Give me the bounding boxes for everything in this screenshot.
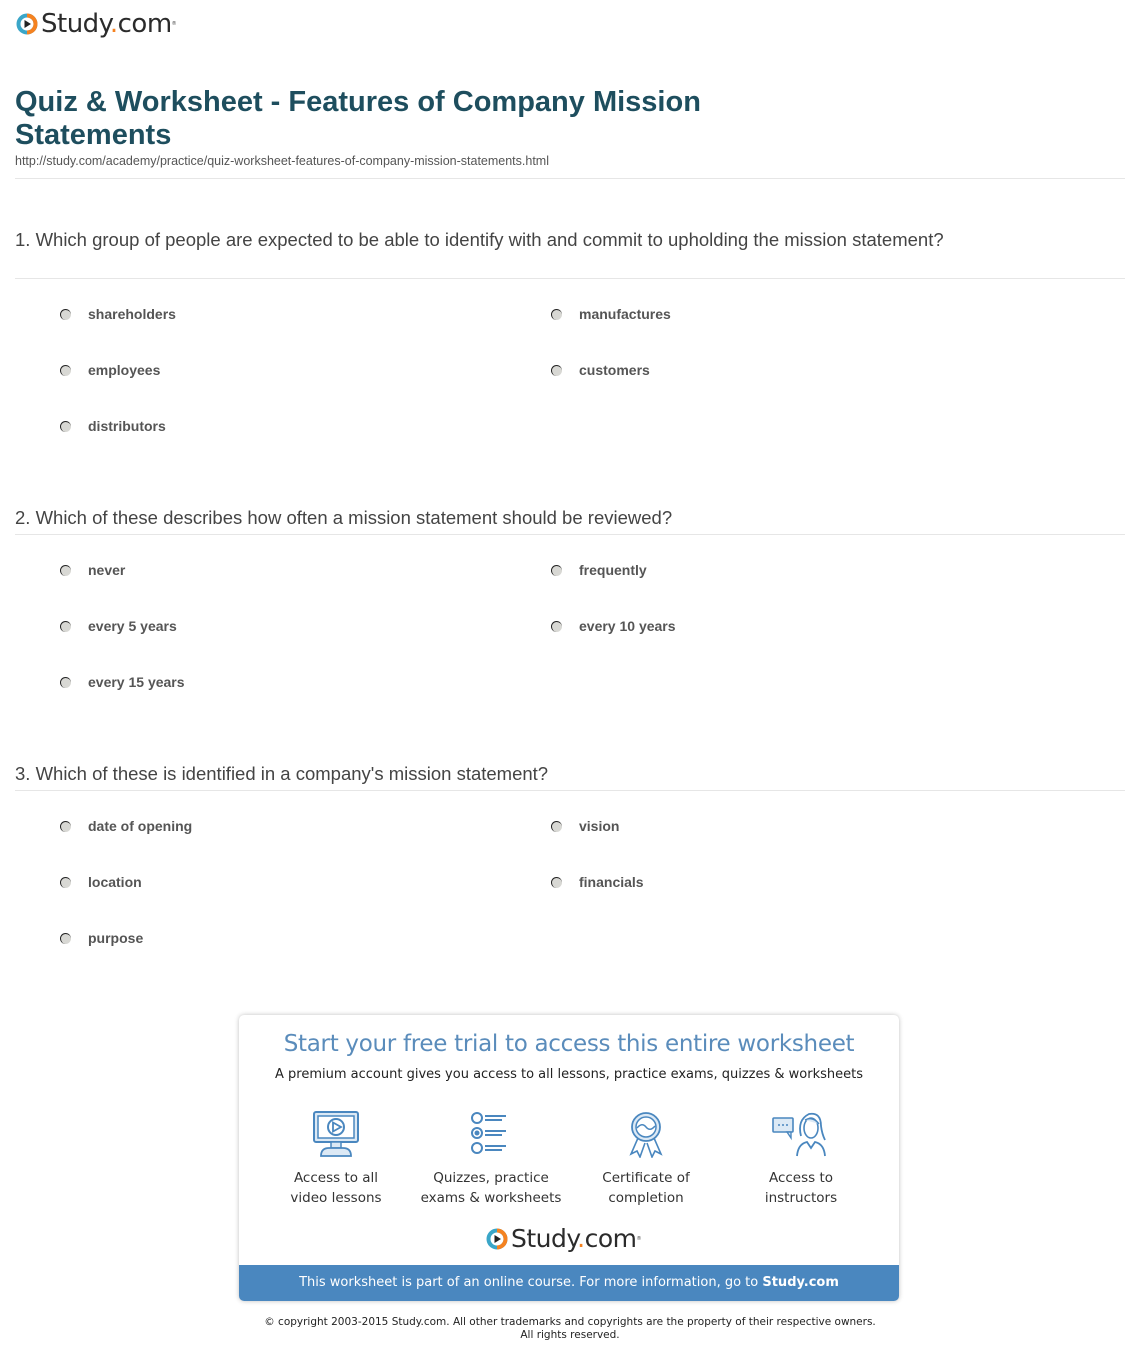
- radio-icon[interactable]: [60, 421, 71, 432]
- radio-icon[interactable]: [60, 365, 71, 376]
- copyright-footer: [0, 1316, 1140, 1342]
- play-logo-icon: [486, 1228, 508, 1250]
- radio-icon[interactable]: [60, 877, 71, 888]
- divider: [15, 790, 1125, 791]
- option-label: employees: [88, 362, 161, 378]
- feature-label: completion: [608, 1190, 684, 1206]
- q2-option-every-5-years[interactable]: [60, 618, 177, 634]
- option-label: vision: [579, 818, 620, 834]
- feature-video-lessons: [256, 1110, 416, 1208]
- q1-option-customers[interactable]: [551, 362, 650, 378]
- option-label: financials: [579, 874, 644, 890]
- promo-subtitle: A premium account gives you access to all lessons, practice exams, quizzes & worksheets: [275, 1067, 863, 1082]
- option-label: every 15 years: [88, 674, 185, 690]
- q3-option-location[interactable]: [60, 874, 142, 890]
- feature-label: exams & worksheets: [420, 1190, 562, 1206]
- option-label: purpose: [88, 930, 144, 946]
- course-info-text: This worksheet is part of an online course. For more information, go to: [299, 1275, 763, 1290]
- feature-quizzes: [411, 1110, 571, 1208]
- radio-icon[interactable]: [60, 821, 71, 832]
- radio-icon[interactable]: [551, 621, 562, 632]
- q3-option-financials[interactable]: [551, 874, 644, 890]
- radio-icon[interactable]: [551, 365, 562, 376]
- radio-icon[interactable]: [60, 565, 71, 576]
- feature-label: instructors: [764, 1190, 838, 1206]
- question-3: 3. Which of these is identified in a company's mission statement?: [15, 763, 549, 784]
- question-1: 1. Which group of people are expected to be able to identify with and commit to upholding the mission statement?: [15, 229, 944, 250]
- feature-label: Certificate of: [602, 1170, 690, 1186]
- radio-icon[interactable]: [60, 933, 71, 944]
- option-label: shareholders: [88, 306, 176, 322]
- radio-icon[interactable]: [60, 309, 71, 320]
- q1-option-distributors[interactable]: [60, 418, 166, 434]
- page-url: http://study.com/academy/practice/quiz-worksheet-features-of-company-mission-statements.html: [15, 154, 549, 168]
- option-label: distributors: [88, 418, 166, 434]
- q2-option-every-10-years[interactable]: [551, 618, 676, 634]
- promo-title[interactable]: Start your free trial to access this entire worksheet: [283, 1031, 855, 1057]
- radio-icon[interactable]: [60, 677, 71, 688]
- logo-wordmark: Study.com®: [511, 1224, 641, 1253]
- option-label: date of opening: [88, 818, 193, 834]
- radio-icon[interactable]: [60, 621, 71, 632]
- feature-instructors: [721, 1110, 881, 1208]
- option-label: manufactures: [579, 306, 671, 322]
- q1-option-manufactures[interactable]: [551, 306, 671, 322]
- q2-option-every-15-years[interactable]: [60, 674, 185, 690]
- option-label: never: [88, 562, 126, 578]
- option-label: frequently: [579, 562, 647, 578]
- page-title: Quiz & Worksheet - Features of Company Mission Statements: [15, 86, 701, 151]
- radio-icon[interactable]: [551, 309, 562, 320]
- q3-option-purpose[interactable]: [60, 930, 143, 946]
- certificate-ribbon-icon: [621, 1110, 671, 1158]
- q2-option-never[interactable]: [60, 562, 125, 578]
- option-label: location: [88, 874, 142, 890]
- quiz-list-icon: [466, 1110, 516, 1158]
- q1-option-employees[interactable]: [60, 362, 160, 378]
- study-com-link[interactable]: Study.com: [762, 1275, 839, 1290]
- q2-option-frequently[interactable]: [551, 562, 647, 578]
- q3-option-date-of-opening[interactable]: [60, 818, 192, 834]
- rights-reserved-text: All rights reserved.: [520, 1329, 620, 1341]
- radio-icon[interactable]: [551, 565, 562, 576]
- feature-label: Access to: [768, 1170, 834, 1186]
- divider: [15, 534, 1125, 535]
- study-logo[interactable]: [16, 10, 176, 38]
- video-monitor-icon: [311, 1110, 361, 1158]
- q3-option-vision[interactable]: [551, 818, 619, 834]
- option-label: every 5 years: [88, 618, 177, 634]
- question-2: 2. Which of these describes how often a mission statement should be reviewed?: [15, 507, 673, 528]
- divider: [15, 178, 1125, 179]
- option-label: every 10 years: [579, 618, 676, 634]
- logo-wordmark: Study.com®: [41, 9, 177, 39]
- course-info-bar: [239, 1265, 899, 1301]
- divider: [15, 278, 1125, 279]
- play-logo-icon: [16, 13, 38, 35]
- free-trial-promo: [239, 1015, 899, 1301]
- study-logo-footer[interactable]: [486, 1225, 641, 1253]
- radio-icon[interactable]: [551, 877, 562, 888]
- copyright-text: © copyright 2003-2015 Study.com. All other trademarks and copyrights are the property of their respective owners.: [264, 1316, 876, 1328]
- radio-icon[interactable]: [551, 821, 562, 832]
- option-label: customers: [579, 362, 650, 378]
- feature-label: video lessons: [290, 1190, 382, 1206]
- instructor-chat-icon: [771, 1110, 831, 1158]
- feature-label: Access to all: [293, 1170, 379, 1186]
- feature-certificate: [566, 1110, 726, 1208]
- q1-option-shareholders[interactable]: [60, 306, 176, 322]
- feature-label: Quizzes, practice: [433, 1170, 549, 1186]
